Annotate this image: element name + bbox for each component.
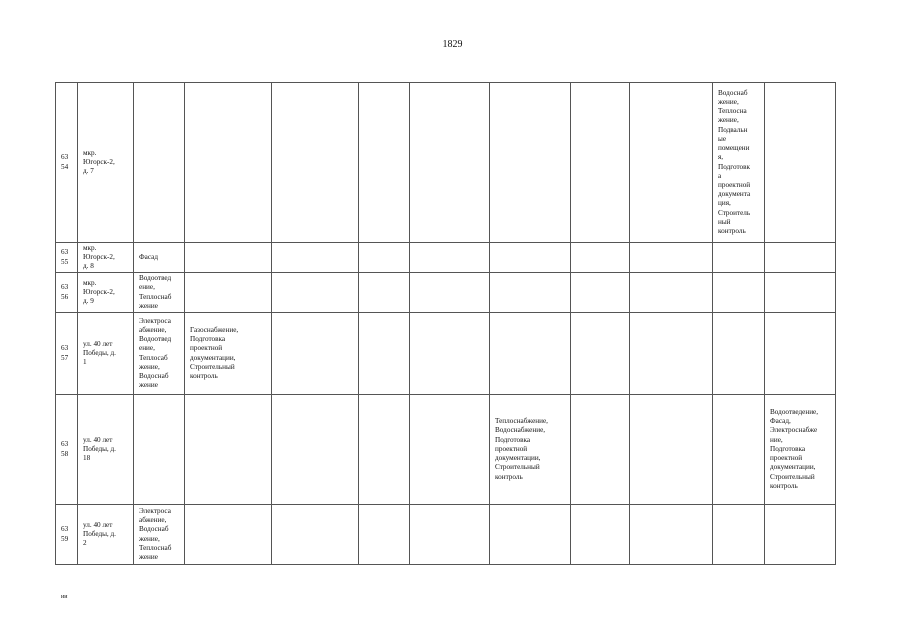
works-cell bbox=[134, 395, 185, 505]
works-cell-text: Электроса абжение, Водоснаб жение, Теплоснаб жение bbox=[139, 506, 172, 561]
address-cell bbox=[78, 505, 134, 565]
row-number-text: 63 59 bbox=[61, 525, 69, 543]
works-cell-text: Теплоснабжение, Водоснабжение, Подготовка проектной документации, Строительный контроль bbox=[495, 417, 548, 481]
row-number-text: 63 58 bbox=[61, 440, 69, 458]
empty-cell bbox=[359, 395, 410, 505]
empty-cell bbox=[571, 83, 630, 243]
row-number bbox=[56, 83, 78, 243]
empty-cell bbox=[359, 273, 410, 313]
row-number bbox=[56, 273, 78, 313]
empty-cell bbox=[410, 395, 490, 505]
works-cell bbox=[490, 395, 571, 505]
empty-cell bbox=[630, 395, 713, 505]
works-cell bbox=[765, 313, 836, 395]
row-number bbox=[56, 313, 78, 395]
works-cell-text: Водоотведение, Фасад, Электроснабже ние, Подготовка проектной документации, Строительный контроль bbox=[770, 408, 819, 490]
works-cell bbox=[713, 395, 765, 505]
works-cell bbox=[134, 243, 185, 273]
empty-cell bbox=[630, 273, 713, 313]
empty-cell bbox=[630, 83, 713, 243]
works-cell bbox=[185, 395, 272, 505]
empty-cell bbox=[410, 505, 490, 565]
works-cell bbox=[185, 273, 272, 313]
repair-schedule-table bbox=[55, 82, 836, 565]
works-cell-text: Водоотвед ение, Теплоснаб жение bbox=[139, 274, 172, 310]
empty-cell bbox=[272, 313, 359, 395]
row-number bbox=[56, 505, 78, 565]
page-number: 1829 bbox=[442, 39, 463, 50]
row-number bbox=[56, 395, 78, 505]
empty-cell bbox=[410, 243, 490, 273]
works-cell bbox=[185, 243, 272, 273]
empty-cell bbox=[571, 313, 630, 395]
empty-cell bbox=[571, 505, 630, 565]
address-cell bbox=[78, 313, 134, 395]
empty-cell bbox=[359, 505, 410, 565]
address-cell-text: ул. 40 лет Победы, д. 2 bbox=[83, 520, 116, 548]
works-cell-text: Электроса абжение, Водоотвед ение, Теплосаб жение, Водоснаб жение bbox=[139, 316, 172, 390]
empty-cell bbox=[272, 395, 359, 505]
empty-cell bbox=[359, 243, 410, 273]
works-cell bbox=[185, 313, 272, 395]
address-cell-text: мкр. Югорск-2, д. 8 bbox=[83, 243, 115, 271]
empty-cell bbox=[630, 243, 713, 273]
works-cell bbox=[490, 243, 571, 273]
table-row bbox=[56, 505, 836, 565]
address-cell bbox=[78, 273, 134, 313]
works-cell bbox=[490, 273, 571, 313]
empty-cell bbox=[272, 243, 359, 273]
works-cell bbox=[765, 395, 836, 505]
row-number-text: 63 57 bbox=[61, 344, 69, 362]
works-cell bbox=[490, 505, 571, 565]
row-number-text: 63 54 bbox=[61, 153, 69, 171]
footer-mark: ии bbox=[61, 594, 68, 600]
works-cell bbox=[765, 273, 836, 313]
empty-cell bbox=[272, 273, 359, 313]
works-cell bbox=[490, 313, 571, 395]
table-row bbox=[56, 273, 836, 313]
empty-cell bbox=[410, 83, 490, 243]
empty-cell bbox=[272, 83, 359, 243]
empty-cell bbox=[571, 273, 630, 313]
works-cell bbox=[713, 83, 765, 243]
works-cell-text: Водоснаб жение, Теплосна жение, Подвальн ые помещени я, Подготовк а проектной документа ция, Строитель ный контроль bbox=[718, 88, 751, 235]
table-row bbox=[56, 243, 836, 273]
table-row bbox=[56, 395, 836, 505]
works-cell bbox=[134, 273, 185, 313]
works-cell bbox=[713, 243, 765, 273]
empty-cell bbox=[630, 313, 713, 395]
empty-cell bbox=[630, 505, 713, 565]
works-cell bbox=[134, 505, 185, 565]
works-cell-text: Фасад bbox=[139, 252, 158, 261]
empty-cell bbox=[359, 83, 410, 243]
empty-cell bbox=[410, 313, 490, 395]
works-cell bbox=[134, 313, 185, 395]
row-number bbox=[56, 243, 78, 273]
address-cell bbox=[78, 243, 134, 273]
empty-cell bbox=[571, 243, 630, 273]
address-cell-text: мкр. Югорск-2, д. 7 bbox=[83, 148, 115, 176]
table-row bbox=[56, 313, 836, 395]
address-cell-text: ул. 40 лет Победы, д. 18 bbox=[83, 435, 116, 463]
row-number-text: 63 56 bbox=[61, 283, 69, 301]
works-cell bbox=[713, 313, 765, 395]
works-cell-text: Газоснабжение, Подготовка проектной документации, Строительный контроль bbox=[190, 325, 239, 380]
address-cell-text: мкр. Югорск-2, д. 9 bbox=[83, 278, 115, 306]
empty-cell bbox=[272, 505, 359, 565]
works-cell bbox=[713, 505, 765, 565]
works-cell bbox=[185, 83, 272, 243]
works-cell bbox=[765, 505, 836, 565]
works-cell bbox=[765, 83, 836, 243]
empty-cell bbox=[571, 395, 630, 505]
works-cell bbox=[713, 273, 765, 313]
empty-cell bbox=[359, 313, 410, 395]
works-cell bbox=[765, 243, 836, 273]
empty-cell bbox=[410, 273, 490, 313]
works-cell bbox=[490, 83, 571, 243]
address-cell bbox=[78, 83, 134, 243]
row-number-text: 63 55 bbox=[61, 248, 69, 266]
address-cell-text: ул. 40 лет Победы, д. 1 bbox=[83, 339, 116, 367]
address-cell bbox=[78, 395, 134, 505]
works-cell bbox=[185, 505, 272, 565]
works-cell bbox=[134, 83, 185, 243]
table-row bbox=[56, 83, 836, 243]
